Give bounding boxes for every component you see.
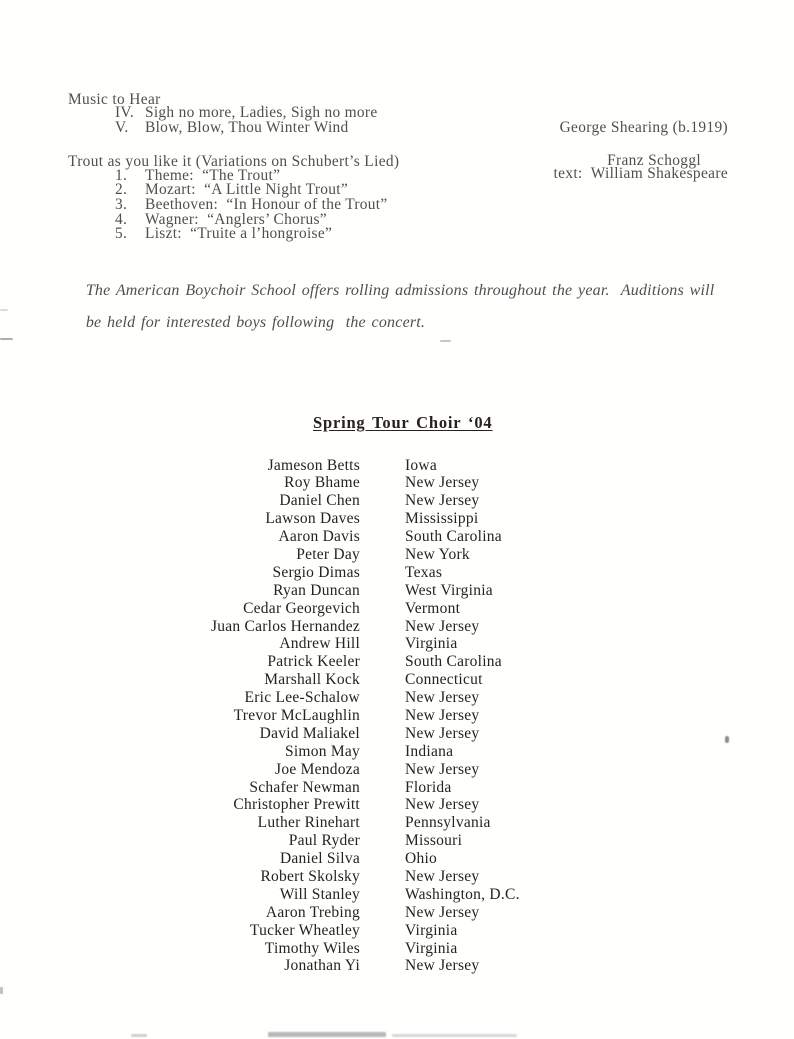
member-state: New York — [405, 545, 470, 563]
member-state: New Jersey — [405, 903, 480, 921]
member-row — [0, 904, 794, 922]
member-name: Andrew Hill — [279, 635, 360, 653]
member-name: Jameson Betts — [267, 456, 360, 474]
member-state: West Virginia — [405, 581, 493, 599]
member-name: Schafer Newman — [249, 778, 360, 796]
member-state: Indiana — [405, 742, 454, 760]
member-state: Washington, D.C. — [405, 885, 520, 903]
member-row — [0, 957, 794, 975]
scan-artifact — [0, 338, 13, 340]
member-state: New Jersey — [405, 706, 480, 724]
movement-number: 5. — [115, 225, 128, 243]
member-row — [0, 582, 794, 600]
movement-number: V. — [115, 118, 129, 136]
member-state: Virginia — [405, 635, 458, 653]
member-row — [0, 564, 794, 582]
member-state: New Jersey — [405, 492, 480, 510]
member-row — [0, 743, 794, 761]
member-name: Will Stanley — [279, 885, 360, 903]
member-row — [0, 618, 794, 636]
member-name: Peter Day — [296, 545, 360, 563]
movement-list-trout — [115, 166, 388, 243]
member-state: South Carolina — [405, 653, 502, 671]
member-name: David Maliakel — [259, 724, 360, 742]
member-state: New Jersey — [405, 474, 480, 492]
member-state: New Jersey — [405, 689, 480, 707]
member-row — [0, 528, 794, 546]
movement-title: Liszt: “Truite a l’hongroise” — [145, 225, 333, 243]
member-row — [0, 635, 794, 653]
member-name: Roy Bhame — [284, 474, 360, 492]
member-row — [0, 725, 794, 743]
piece-title-music-to-hear: Music to Hear — [68, 91, 161, 108]
admissions-note — [63, 267, 714, 347]
member-state: New Jersey — [405, 796, 480, 814]
member-name: Jonathan Yi — [284, 957, 360, 975]
member-row — [0, 886, 794, 904]
member-name: Daniel Silva — [279, 850, 360, 868]
member-row — [0, 546, 794, 564]
movement-line — [115, 227, 387, 242]
member-row — [0, 689, 794, 707]
movement-number: 1. — [115, 166, 128, 184]
member-row — [0, 457, 794, 475]
member-name: Simon May — [284, 742, 360, 760]
piece-title-trout: Trout as you like it (Variations on Schubert’s Lied) — [68, 153, 400, 170]
member-name: Joe Mendoza — [275, 760, 360, 778]
member-row — [0, 707, 794, 725]
member-state: Florida — [405, 778, 452, 796]
member-row — [0, 492, 794, 510]
movement-title: Sigh no more, Ladies, Sigh no more — [145, 104, 378, 121]
member-row — [0, 761, 794, 779]
member-row — [0, 510, 794, 528]
movement-line — [115, 118, 378, 136]
member-name: Eric Lee-Schalow — [244, 689, 360, 707]
member-state: South Carolina — [405, 528, 502, 546]
member-row — [0, 922, 794, 940]
composer-name: Franz Schoggl — [607, 152, 701, 169]
admissions-note-line1: The American Boychoir School offers rolling admissions throughout the year. Auditions will — [85, 281, 715, 299]
scan-artifact — [440, 340, 451, 342]
member-state: Iowa — [405, 456, 437, 474]
member-row — [0, 868, 794, 886]
member-name: Tucker Wheatley — [249, 921, 360, 939]
scan-artifact — [131, 1034, 147, 1037]
member-row — [0, 600, 794, 618]
member-state: Vermont — [405, 599, 461, 617]
member-row — [0, 814, 794, 832]
member-state: New Jersey — [405, 617, 480, 635]
scan-artifact — [392, 1034, 517, 1037]
movement-number: IV. — [115, 104, 135, 121]
member-row — [0, 653, 794, 671]
member-state: Connecticut — [405, 671, 483, 689]
member-row — [0, 832, 794, 850]
member-state: Missouri — [405, 832, 463, 850]
member-row — [0, 779, 794, 797]
member-state: Mississippi — [405, 510, 479, 528]
member-row — [0, 474, 794, 492]
member-name: Patrick Keeler — [267, 653, 360, 671]
member-state: Virginia — [405, 921, 458, 939]
member-name: Aaron Trebing — [265, 903, 360, 921]
scan-artifact — [725, 736, 729, 743]
movement-title: Theme: “The Trout” — [145, 166, 281, 184]
movement-number: 4. — [115, 210, 128, 228]
member-name: Marshall Kock — [264, 671, 360, 689]
movement-title: Blow, Blow, Thou Winter Wind — [145, 118, 349, 136]
member-name: Aaron Davis — [278, 528, 360, 546]
admissions-note-line2: be held for interested boys following the concert. — [85, 313, 426, 331]
member-name: Lawson Daves — [265, 510, 360, 528]
movement-list-music-to-hear — [115, 106, 378, 135]
scan-artifact — [0, 309, 8, 311]
scan-artifact — [268, 1032, 386, 1037]
member-name: Luther Rinehart — [257, 814, 360, 832]
member-name: Cedar Georgevich — [243, 599, 360, 617]
scan-artifact — [0, 987, 3, 994]
movement-title: Mozart: “A Little Night Trout” — [145, 181, 348, 199]
member-name: Paul Ryder — [288, 832, 360, 850]
movement-number: 3. — [115, 195, 128, 213]
member-name: Sergio Dimas — [272, 563, 360, 581]
member-name: Robert Skolsky — [260, 867, 360, 885]
member-name: Ryan Duncan — [273, 581, 360, 599]
member-name: Trevor McLaughlin — [233, 706, 360, 724]
piece-credit-block — [554, 90, 728, 212]
member-state: New Jersey — [405, 867, 480, 885]
member-state: Virginia — [405, 939, 458, 957]
choir-member-list — [0, 457, 794, 976]
member-state: New Jersey — [405, 957, 480, 975]
movement-title: Wagner: “Anglers’ Chorus” — [145, 210, 327, 228]
member-name: Timothy Wiles — [264, 939, 360, 957]
member-name: Daniel Chen — [279, 492, 360, 510]
member-state: Ohio — [405, 850, 437, 868]
member-name: Christopher Prewitt — [233, 796, 360, 814]
member-row — [0, 796, 794, 814]
member-row — [0, 671, 794, 689]
member-state: New Jersey — [405, 724, 480, 742]
movement-number: 2. — [115, 181, 128, 199]
text-credit: text: William Shakespeare — [553, 165, 728, 183]
member-row — [0, 940, 794, 958]
movement-title: Beethoven: “In Honour of the Trout” — [145, 195, 388, 213]
member-state: New Jersey — [405, 760, 480, 778]
roster-heading: Spring Tour Choir ‘04 — [313, 413, 493, 432]
member-state: Texas — [405, 563, 443, 581]
composer-name: George Shearing (b.1919) — [559, 119, 728, 137]
member-state: Pennsylvania — [405, 814, 491, 832]
member-row — [0, 850, 794, 868]
member-name: Juan Carlos Hernandez — [210, 617, 360, 635]
